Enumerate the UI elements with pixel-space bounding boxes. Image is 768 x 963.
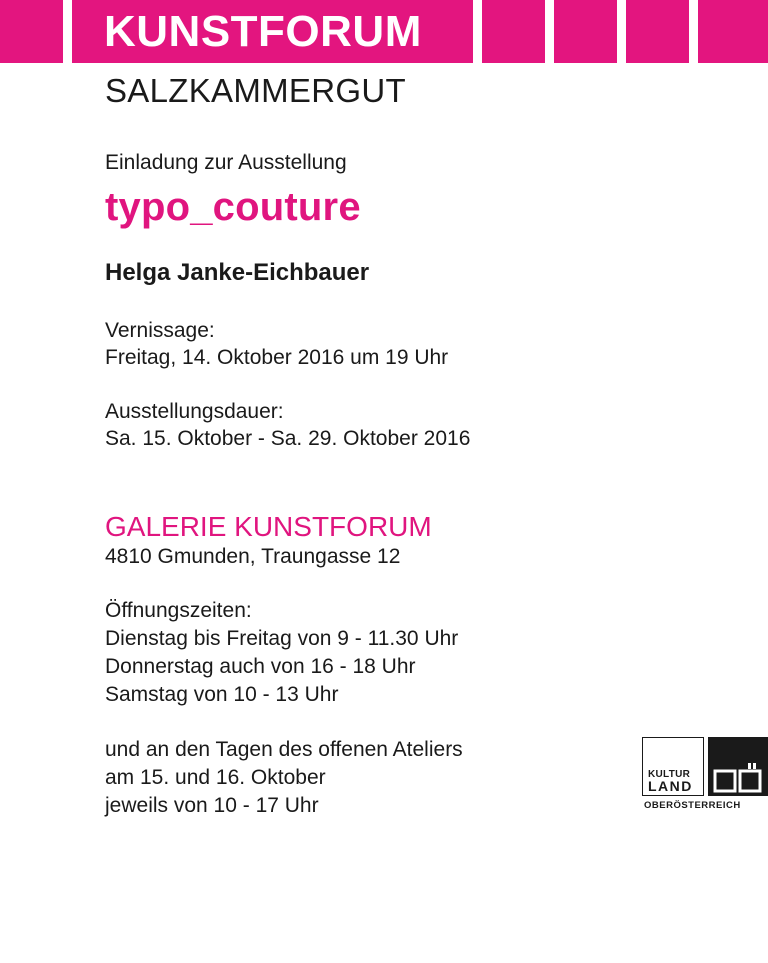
opening-hours-line: Donnerstag auch von 16 - 18 Uhr bbox=[105, 655, 416, 678]
exhibition-title: typo_couture bbox=[105, 185, 361, 229]
vernissage-date: Freitag, 14. Oktober 2016 um 19 Uhr bbox=[105, 346, 449, 369]
open-studio-line: und an den Tagen des offenen Ateliers bbox=[105, 738, 463, 761]
opening-hours-line: Samstag von 10 - 13 Uhr bbox=[105, 683, 339, 706]
brand-region: SALZKAMMERGUT bbox=[105, 72, 406, 109]
header-bar bbox=[0, 0, 63, 63]
kulturland-word-2: LAND bbox=[648, 778, 693, 794]
artist-name: Helga Janke-Eichbauer bbox=[105, 259, 370, 286]
header-bar bbox=[698, 0, 768, 63]
vernissage-label: Vernissage: bbox=[105, 319, 215, 342]
duration-label: Ausstellungsdauer: bbox=[105, 400, 284, 423]
invitation-intro: Einladung zur Ausstellung bbox=[105, 151, 347, 174]
kulturland-region: OBERÖSTERREICH bbox=[644, 800, 741, 811]
header-bar bbox=[554, 0, 617, 63]
kulturland-word-1: KULTUR bbox=[648, 769, 691, 780]
gallery-name: GALERIE KUNSTFORUM bbox=[105, 511, 432, 542]
brand-name: KUNSTFORUM bbox=[104, 7, 422, 56]
open-studio-line: am 15. und 16. Oktober bbox=[105, 766, 326, 789]
header-bar bbox=[482, 0, 545, 63]
open-studio-line: jeweils von 10 - 17 Uhr bbox=[105, 794, 319, 817]
building-blocks-icon bbox=[708, 737, 768, 796]
opening-hours-line: Dienstag bis Freitag von 9 - 11.30 Uhr bbox=[105, 627, 459, 650]
duration-range: Sa. 15. Oktober - Sa. 29. Oktober 2016 bbox=[105, 427, 471, 450]
opening-hours-label: Öffnungszeiten: bbox=[105, 599, 252, 622]
header-bar bbox=[626, 0, 689, 63]
kulturland-logo bbox=[642, 737, 768, 815]
kulturland-wordmark-box bbox=[642, 737, 704, 796]
gallery-address: 4810 Gmunden, Traungasse 12 bbox=[105, 545, 401, 568]
